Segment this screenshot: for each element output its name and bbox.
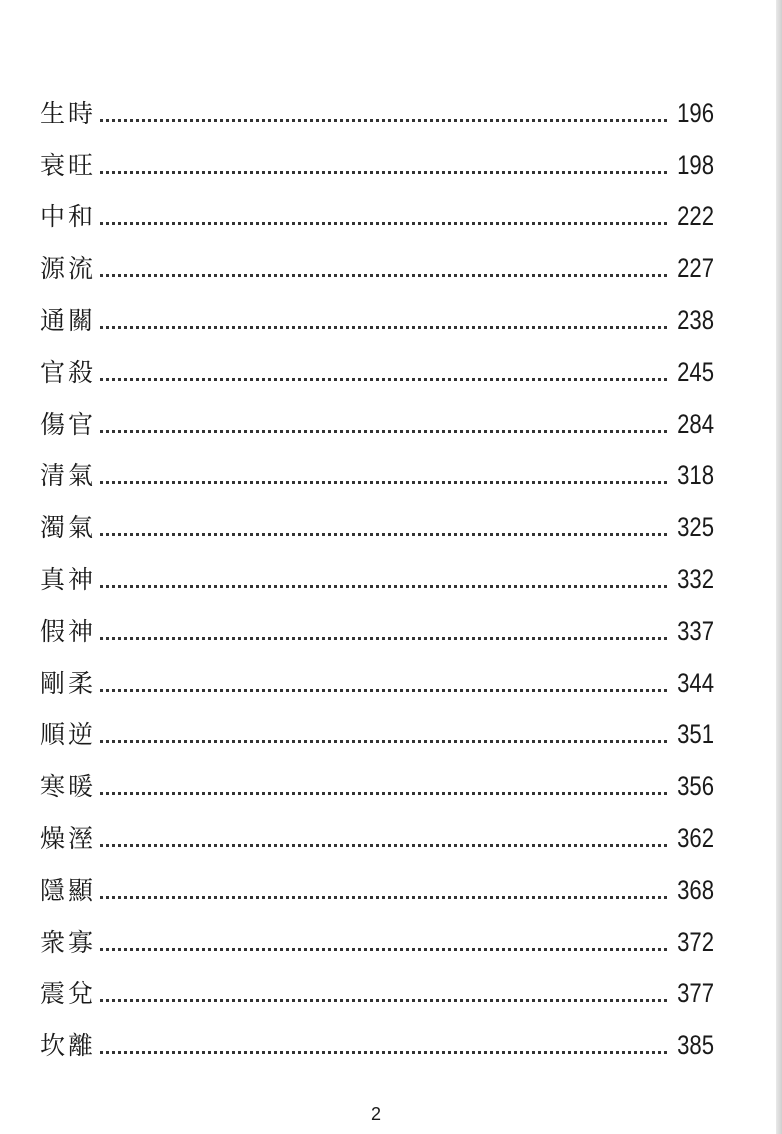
toc-dot-leader (100, 740, 667, 743)
toc-entry-page: 385 (677, 1030, 714, 1061)
toc-dot-leader (100, 378, 667, 381)
toc-entry-page: 344 (677, 667, 714, 698)
toc-entry-title: 震兌 (40, 979, 97, 1009)
toc-entry (40, 134, 714, 186)
toc-dot-leader (100, 585, 667, 588)
page-number: 2 (370, 1104, 381, 1124)
toc-dot-leader (100, 999, 667, 1002)
toc-dot-leader (100, 481, 667, 484)
toc-entry-title: 坎離 (40, 1031, 97, 1061)
toc-entry-title: 清氣 (40, 461, 97, 491)
toc-entry-title: 順逆 (40, 720, 97, 750)
toc-dot-leader (100, 533, 667, 536)
toc-dot-leader (100, 171, 667, 174)
toc-entry-title: 生時 (40, 98, 97, 128)
toc-entry (40, 600, 714, 652)
toc-dot-leader (100, 792, 667, 795)
toc-entry-title: 官殺 (40, 357, 97, 387)
toc-entry (40, 186, 714, 238)
toc-entry (40, 652, 714, 704)
toc-dot-leader (100, 637, 667, 640)
toc-dot-leader (100, 430, 667, 433)
toc-dot-leader (100, 326, 667, 329)
toc-entry-page: 227 (677, 253, 714, 284)
toc-entry-page: 284 (677, 408, 714, 439)
toc-entry-title: 寒暖 (40, 772, 97, 802)
toc-entry-page: 332 (677, 563, 714, 594)
toc-entry-title: 源流 (40, 254, 97, 284)
toc-dot-leader (100, 222, 667, 225)
toc-entry (40, 496, 714, 548)
toc-entry-title: 通關 (40, 305, 97, 335)
toc-entry-page: 337 (677, 615, 714, 646)
toc-entry (40, 807, 714, 859)
page-edge-shadow (776, 0, 782, 1134)
toc-dot-leader (100, 1051, 667, 1054)
toc-entry-title: 衆寡 (40, 927, 97, 957)
toc-entry (40, 341, 714, 393)
toc-entry (40, 289, 714, 341)
toc-entry-title: 假神 (40, 616, 97, 646)
toc-entry-page: 351 (677, 719, 714, 750)
toc-entry-page: 362 (677, 822, 714, 853)
toc-entry (40, 393, 714, 445)
toc-dot-leader (100, 948, 667, 951)
toc-dot-leader (100, 119, 667, 122)
toc-dot-leader (100, 689, 667, 692)
toc-entry-page: 372 (677, 926, 714, 957)
toc-entry-page: 196 (677, 97, 714, 128)
toc-entry-title: 中和 (40, 202, 97, 232)
toc-dot-leader (100, 844, 667, 847)
toc-entry-title: 傷官 (40, 409, 97, 439)
toc-dot-leader (100, 274, 667, 277)
toc-entry-page: 198 (677, 149, 714, 180)
toc-entry (40, 1014, 714, 1066)
toc-entry-title: 濁氣 (40, 513, 97, 543)
toc-entry-title: 隱顯 (40, 875, 97, 905)
toc-entry-page: 325 (677, 512, 714, 543)
toc-entry-page: 222 (677, 201, 714, 232)
toc-entry (40, 548, 714, 600)
toc-entry (40, 755, 714, 807)
toc-entry-page: 245 (677, 356, 714, 387)
toc-entry-page: 377 (677, 978, 714, 1009)
toc-dot-leader (100, 896, 667, 899)
toc-entry (40, 963, 714, 1015)
toc-entry (40, 237, 714, 289)
toc-entry-title: 真神 (40, 564, 97, 594)
toc-entry (40, 911, 714, 963)
toc-entry-page: 238 (677, 304, 714, 335)
toc-entry-page: 318 (677, 460, 714, 491)
toc-entry (40, 82, 714, 134)
toc-entry-title: 燥溼 (40, 823, 97, 853)
table-of-contents (40, 82, 714, 1066)
toc-entry (40, 859, 714, 911)
toc-entry-page: 356 (677, 771, 714, 802)
toc-entry-title: 剛柔 (40, 668, 97, 698)
toc-entry (40, 445, 714, 497)
toc-entry-title: 衰旺 (40, 150, 97, 180)
toc-entry (40, 704, 714, 756)
toc-entry-page: 368 (677, 874, 714, 905)
